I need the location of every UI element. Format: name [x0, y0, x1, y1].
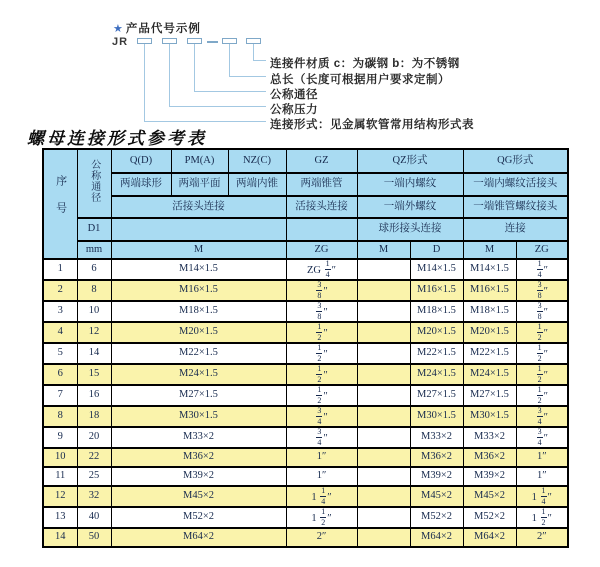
header-endtype-qz: 一端内螺纹 — [357, 173, 463, 196]
table-row — [43, 528, 568, 547]
header-conn2-qz: 球形接头连接 — [357, 218, 463, 241]
cell-qg-zg: $\frac{1}{2}$ ″ — [516, 343, 568, 364]
cell-qz-m — [357, 467, 410, 486]
cell-qz-m — [357, 343, 410, 364]
cell-qg-zg: 2″ — [516, 528, 568, 547]
cell-zg-size: 2″ — [286, 528, 357, 547]
cell-seq: 10 — [43, 448, 77, 467]
cell-m-thread: M36×2 — [111, 448, 286, 467]
header-endtype-pma: 两端平面 — [171, 173, 228, 196]
cell-m-thread: M14×1.5 — [111, 259, 286, 280]
header-mm: mm — [77, 241, 111, 259]
cell-qg-m: M33×2 — [463, 427, 516, 448]
header-conn-qz: 一端外螺纹 — [357, 196, 463, 218]
cell-zg-size: $\frac{3}{4}$ ″ — [286, 427, 357, 448]
callout-line-connection — [144, 44, 266, 122]
header-unit-qz-m: M — [357, 241, 410, 259]
header-dn: 公称通径 — [77, 149, 111, 218]
cell-seq: 12 — [43, 486, 77, 507]
cell-qg-zg: 1″ — [516, 467, 568, 486]
table-row — [43, 507, 568, 528]
cell-qz-d: M64×2 — [410, 528, 463, 547]
cell-seq: 4 — [43, 322, 77, 343]
cell-zg-size: $\frac{1}{2}$ ″ — [286, 343, 357, 364]
cell-qz-d: M20×1.5 — [410, 322, 463, 343]
cell-m-thread: M18×1.5 — [111, 301, 286, 322]
cell-qg-zg: 1″ — [516, 448, 568, 467]
cell-dn: 16 — [77, 385, 111, 406]
cell-qz-d: M33×2 — [410, 427, 463, 448]
cell-qz-m — [357, 427, 410, 448]
cell-qz-d: M30×1.5 — [410, 406, 463, 427]
cell-qz-m — [357, 507, 410, 528]
cell-dn: 15 — [77, 364, 111, 385]
cell-zg-size: 1 $\frac{1}{4}$ ″ — [286, 486, 357, 507]
cell-dn: 12 — [77, 322, 111, 343]
cell-seq: 9 — [43, 427, 77, 448]
cell-m-thread: M20×1.5 — [111, 322, 286, 343]
label-diameter: 公称通径 — [270, 89, 318, 101]
cell-qz-m — [357, 364, 410, 385]
cell-zg-size: 1 $\frac{1}{2}$ ″ — [286, 507, 357, 528]
header-unit-qg-m: M — [463, 241, 516, 259]
cell-qz-d: M45×2 — [410, 486, 463, 507]
cell-qg-zg: $\frac{3}{8}$ ″ — [516, 301, 568, 322]
cell-dn: 22 — [77, 448, 111, 467]
header-form-pma: PM(A) — [171, 149, 228, 173]
table-row — [43, 448, 568, 467]
cell-m-thread: M39×2 — [111, 467, 286, 486]
header-conn2-qg: 连接 — [463, 218, 568, 241]
product-code-heading-text: 产品代号示例 — [125, 23, 201, 35]
cell-seq: 1 — [43, 259, 77, 280]
cell-m-thread: M52×2 — [111, 507, 286, 528]
header-form-nzc: NZ(C) — [228, 149, 286, 173]
cell-dn: 10 — [77, 301, 111, 322]
header-conn-gz: 活接头连接 — [286, 196, 357, 218]
cell-qz-d: M39×2 — [410, 467, 463, 486]
table-title: 螺母连接形式参考表 — [27, 129, 207, 148]
cell-seq: 3 — [43, 301, 77, 322]
cell-qg-m: M20×1.5 — [463, 322, 516, 343]
cell-m-thread: M45×2 — [111, 486, 286, 507]
cell-qz-m — [357, 301, 410, 322]
cell-qz-m — [357, 406, 410, 427]
cell-qg-m: M14×1.5 — [463, 259, 516, 280]
header-endtype-qg: 一端内螺纹活接头 — [463, 173, 568, 196]
cell-qg-m: M52×2 — [463, 507, 516, 528]
cell-m-thread: M27×1.5 — [111, 385, 286, 406]
table-row — [43, 322, 568, 343]
header-unit-m: M — [111, 241, 286, 259]
label-length: 总长（长度可根据用户要求定制） — [270, 74, 450, 86]
cell-zg-size: $\frac{1}{2}$ ″ — [286, 364, 357, 385]
cell-qg-zg: $\frac{1}{4}$ ″ — [516, 259, 568, 280]
cell-qg-zg: 1 $\frac{1}{4}$ ″ — [516, 486, 568, 507]
header-unit-qg-zg: ZG — [516, 241, 568, 259]
cell-m-thread: M24×1.5 — [111, 364, 286, 385]
table-row — [43, 406, 568, 427]
cell-qz-d: M27×1.5 — [410, 385, 463, 406]
cell-qz-m — [357, 280, 410, 301]
header-endtype-qd: 两端球形 — [111, 173, 171, 196]
cell-zg-size: $\frac{1}{2}$ ″ — [286, 385, 357, 406]
cell-dn: 6 — [77, 259, 111, 280]
label-connection: 连接形式：见金属软管常用结构形式表 — [270, 119, 474, 131]
header-empty-gz — [286, 218, 357, 241]
table-row — [43, 259, 568, 280]
cell-qg-m: M30×1.5 — [463, 406, 516, 427]
cell-qz-m — [357, 486, 410, 507]
reference-table — [42, 148, 569, 548]
cell-zg-size: $\frac{3}{8}$ ″ — [286, 280, 357, 301]
cell-qz-d: M18×1.5 — [410, 301, 463, 322]
label-material: 连接件材质 c：为碳钢 b：为不锈钢 — [270, 58, 460, 70]
table-row — [43, 467, 568, 486]
cell-m-thread: M33×2 — [111, 427, 286, 448]
label-pressure: 公称压力 — [270, 104, 318, 116]
cell-zg-size: $\frac{3}{4}$ ″ — [286, 406, 357, 427]
cell-qz-m — [357, 528, 410, 547]
header-unit-zg: ZG — [286, 241, 357, 259]
cell-seq: 6 — [43, 364, 77, 385]
cell-zg-size: 1″ — [286, 467, 357, 486]
cell-dn: 50 — [77, 528, 111, 547]
cell-qg-m: M64×2 — [463, 528, 516, 547]
cell-qg-zg: 1 $\frac{1}{2}$ ″ — [516, 507, 568, 528]
cell-qg-zg: $\frac{3}{8}$ ″ — [516, 280, 568, 301]
cell-dn: 20 — [77, 427, 111, 448]
header-unit-qz-d: D — [410, 241, 463, 259]
cell-m-thread: M30×1.5 — [111, 406, 286, 427]
cell-qz-m — [357, 385, 410, 406]
header-endtype-gz: 两端锥管 — [286, 173, 357, 196]
cell-m-thread: M22×1.5 — [111, 343, 286, 364]
header-d1: D1 — [77, 218, 111, 241]
cell-qg-m: M18×1.5 — [463, 301, 516, 322]
star-icon: ★ — [113, 23, 124, 35]
cell-qz-m — [357, 448, 410, 467]
header-endtype-nzc: 两端内锥 — [228, 173, 286, 196]
cell-qg-m: M16×1.5 — [463, 280, 516, 301]
cell-qg-zg: $\frac{3}{4}$ ″ — [516, 406, 568, 427]
cell-dn: 14 — [77, 343, 111, 364]
cell-qg-m: M36×2 — [463, 448, 516, 467]
cell-qz-d: M14×1.5 — [410, 259, 463, 280]
cell-qz-d: M16×1.5 — [410, 280, 463, 301]
cell-zg-size: ZG $\frac{1}{4}$ ″ — [286, 259, 357, 280]
cell-qg-m: M22×1.5 — [463, 343, 516, 364]
product-code-heading — [113, 20, 201, 36]
cell-qz-m — [357, 259, 410, 280]
cell-seq: 7 — [43, 385, 77, 406]
table-row — [43, 486, 568, 507]
cell-qg-m: M24×1.5 — [463, 364, 516, 385]
header-form-qg: QG形式 — [463, 149, 568, 173]
cell-seq: 5 — [43, 343, 77, 364]
cell-seq: 14 — [43, 528, 77, 547]
header-form-qz: QZ形式 — [357, 149, 463, 173]
cell-dn: 18 — [77, 406, 111, 427]
table-row — [43, 364, 568, 385]
cell-seq: 8 — [43, 406, 77, 427]
cell-seq: 13 — [43, 507, 77, 528]
cell-zg-size: $\frac{3}{8}$ ″ — [286, 301, 357, 322]
table-row — [43, 280, 568, 301]
header-form-gz: GZ — [286, 149, 357, 173]
cell-zg-size: 1″ — [286, 448, 357, 467]
cell-seq: 2 — [43, 280, 77, 301]
cell-seq: 11 — [43, 467, 77, 486]
cell-qg-m: M27×1.5 — [463, 385, 516, 406]
table-row — [43, 301, 568, 322]
cell-qz-d: M36×2 — [410, 448, 463, 467]
product-code-prefix: JR — [112, 36, 129, 48]
header-conn-union: 活接头连接 — [111, 196, 286, 218]
header-conn-qg: 一端锥管螺纹接头 — [463, 196, 568, 218]
cell-m-thread: M64×2 — [111, 528, 286, 547]
cell-qz-d: M22×1.5 — [410, 343, 463, 364]
cell-qg-zg: $\frac{1}{2}$ ″ — [516, 385, 568, 406]
header-empty-left — [111, 218, 286, 241]
header-form-qd: Q(D) — [111, 149, 171, 173]
table-row — [43, 343, 568, 364]
cell-qz-d: M52×2 — [410, 507, 463, 528]
cell-dn: 32 — [77, 486, 111, 507]
cell-qg-zg: $\frac{1}{2}$ ″ — [516, 364, 568, 385]
table-row — [43, 385, 568, 406]
cell-dn: 40 — [77, 507, 111, 528]
header-seq: 序号 — [43, 149, 77, 259]
cell-zg-size: $\frac{1}{2}$ ″ — [286, 322, 357, 343]
cell-m-thread: M16×1.5 — [111, 280, 286, 301]
cell-qg-zg: $\frac{1}{2}$ ″ — [516, 322, 568, 343]
cell-dn: 8 — [77, 280, 111, 301]
cell-qg-zg: $\frac{3}{4}$ ″ — [516, 427, 568, 448]
table-row — [43, 427, 568, 448]
cell-qg-m: M45×2 — [463, 486, 516, 507]
cell-qg-m: M39×2 — [463, 467, 516, 486]
cell-qz-d: M24×1.5 — [410, 364, 463, 385]
table-body — [43, 259, 568, 547]
cell-dn: 25 — [77, 467, 111, 486]
cell-qz-m — [357, 322, 410, 343]
code-dash — [207, 41, 218, 43]
